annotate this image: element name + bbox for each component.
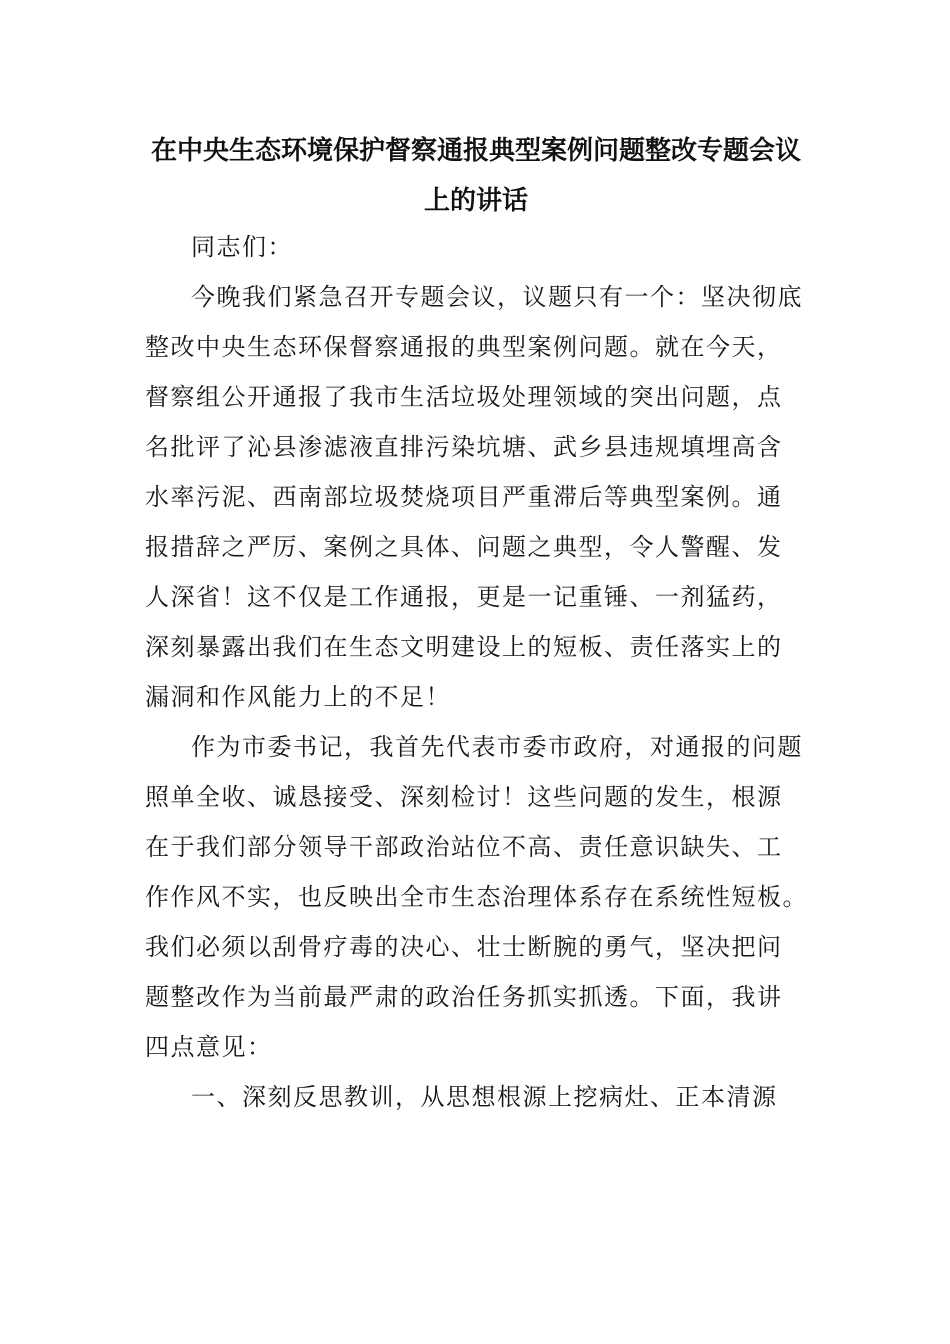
page-title [150,126,802,226]
paragraph-1-line: 整改中央生态环保督察通报的典型案例问题。就在今天， [145,333,783,361]
paragraph-1 [145,272,805,722]
salutation-text: 同志们： [191,233,293,261]
paragraph-1-line: 深刻暴露出我们在生态文明建设上的短板、责任落实上的 [145,633,783,661]
paragraph-1-line: 督察组公开通报了我市生活垃圾处理领域的突出问题，点 [145,383,783,411]
paragraph-2-line: 题整改作为当前最严肃的政治任务抓实抓透。下面，我讲 [145,983,783,1011]
paragraph-2-line: 照单全收、诚恳接受、深刻检讨！这些问题的发生，根源 [145,783,783,811]
paragraph-2-line: 四点意见： [145,1033,273,1061]
paragraph-1-line: 名批评了沁县渗滤液直排污染坑塘、武乡县违规填埋高含 [145,433,783,461]
paragraph-2-line: 在于我们部分领导干部政治站位不高、责任意识缺失、工 [145,833,783,861]
paragraph-2-line: 我们必须以刮骨疗毒的决心、壮士断腕的勇气，坚决把问 [145,933,783,961]
paragraph-1-line: 水率污泥、西南部垃圾焚烧项目严重滞后等典型案例。通 [145,483,783,511]
paragraph-2-line: 作作风不实，也反映出全市生态治理体系存在系统性短板。 [145,883,808,911]
paragraph-1-line: 报措辞之严厉、案例之具体、问题之典型，令人警醒、发 [145,533,783,561]
section-1-heading-text: 一、深刻反思教训，从思想根源上挖病灶、正本清源 [191,1083,778,1111]
paragraph-1-line: 人深省！这不仅是工作通报，更是一记重锤、一剂猛药， [145,583,783,611]
title-line-1: 在中央生态环境保护督察通报典型案例问题整改专题会议 [150,136,801,166]
document-body [145,222,808,1122]
title-line-2: 上的讲话 [423,186,528,216]
paragraph-1-line: 漏洞和作风能力上的不足！ [145,683,451,711]
paragraph-2-line: 作为市委书记，我首先代表市委市政府，对通报的问题 [191,733,803,761]
paragraph-2 [145,722,808,1072]
salutation [145,222,805,272]
section-1-heading [145,1072,805,1122]
paragraph-1-line: 今晚我们紧急召开专题会议，议题只有一个：坚决彻底 [191,283,803,311]
